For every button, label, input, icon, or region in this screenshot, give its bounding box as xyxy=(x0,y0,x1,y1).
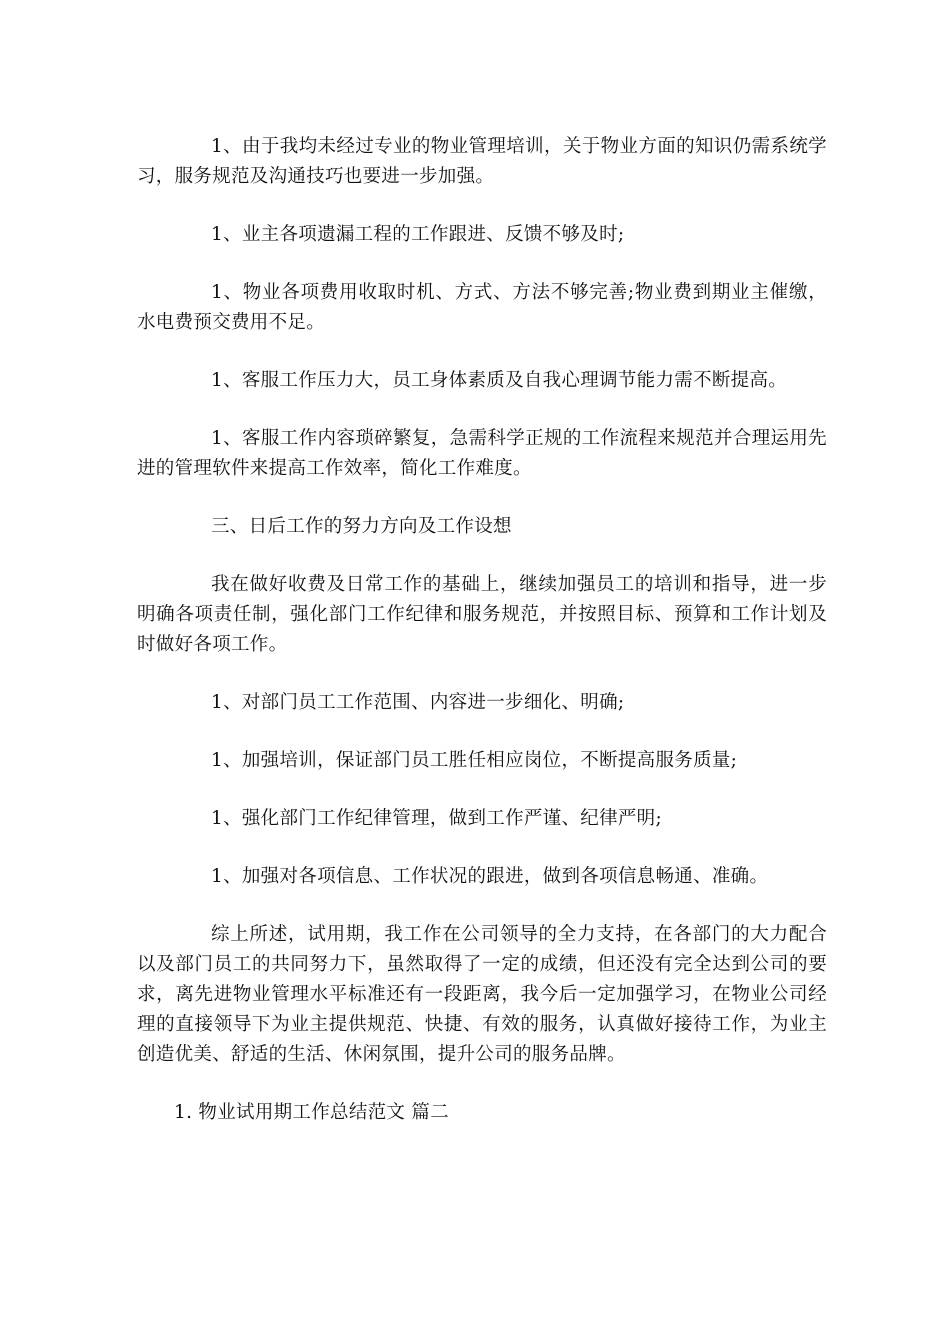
paragraph-summary: 综上所述，试用期，我工作在公司领导的全力支持，在各部门的大力配合以及部门员工的共同努力下，虽然取得了一定的成绩，但还没有完全达到公司的要求，离先进物业管理水平标准还有一段距离，我今后一定加强学习，在物业公司经理的直接领导下为业主提供规范、快捷、有效的服务，认真做好接待工作，为业主创造优美、舒适的生活、休闲氛围，提升公司的服务品牌。 xyxy=(137,924,827,1065)
paragraph-plan-scope: 1、对部门员工工作范围、内容进一步细化、明确; xyxy=(211,692,625,713)
paragraph-workflow: 1、客服工作内容琐碎繁复，急需科学正规的工作流程来规范并合理运用先进的管理软件来提高工作效率，简化工作难度。 xyxy=(137,428,827,479)
next-section-title: 1. 物业试用期工作总结范文 篇二 xyxy=(174,1102,450,1123)
paragraph-follow-up: 1、业主各项遗漏工程的工作跟进、反馈不够及时; xyxy=(211,224,625,245)
paragraph-plan-discipline: 1、强化部门工作纪律管理，做到工作严谨、纪律严明; xyxy=(211,808,663,829)
paragraph-plan-information: 1、加强对各项信息、工作状况的跟进，做到各项信息畅通、准确。 xyxy=(211,866,769,887)
paragraph-pressure: 1、客服工作压力大，员工身体素质及自我心理调节能力需不断提高。 xyxy=(211,370,788,391)
paragraph-fees: 1、物业各项费用收取时机、方式、方法不够完善;物业费到期业主催缴，水电费预交费用不足。 xyxy=(137,282,827,333)
paragraph-training: 1、由于我均未经过专业的物业管理培训，关于物业方面的知识仍需系统学习，服务规范及沟通技巧也要进一步加强。 xyxy=(137,136,827,187)
paragraph-plan-intro: 我在做好收费及日常工作的基础上，继续加强员工的培训和指导，进一步明确各项责任制，强化部门工作纪律和服务规范，并按照目标、预算和工作计划及时做好各项工作。 xyxy=(137,574,827,655)
document-page xyxy=(137,132,827,1156)
paragraph-plan-training: 1、加强培训，保证部门员工胜任相应岗位，不断提高服务质量; xyxy=(211,750,738,771)
section-heading-future-plans: 三、日后工作的努力方向及工作设想 xyxy=(211,516,512,537)
